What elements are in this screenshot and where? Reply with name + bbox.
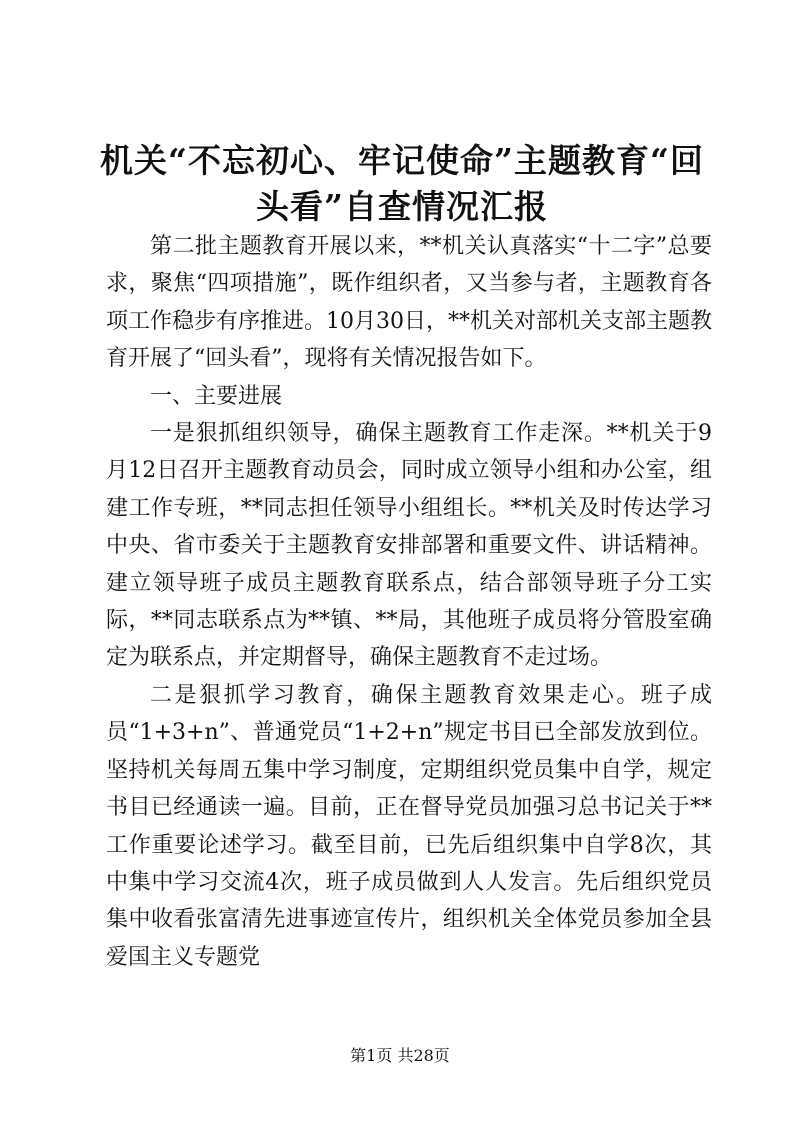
page-footer: 第1页 共28页 [350,1046,450,1065]
paragraph-organization: 一是狠抓组织领导，确保主题教育工作走深。**机关于9月12日召开主题教育动员会，同时成立领导小组和办公室，组建工作专班，**同志担任领导小组组长。**机关及时传达学习中央、省市委关于主题教育安排部署和重要文件、讲话精神。建立领导班子成员主题教育联系点，结合部领导班子分工实际，**同志联系点为**镇、**局，其他班子成员将分管股室确定为联系点，并定期督导，确保主题教育不走过场。 [106,421,712,671]
document-body [106,228,712,976]
paragraph-intro: 第二批主题教育开展以来，**机关认真落实“十二字”总要求，聚焦“四项措施”，既作组织者，又当参与者，主题教育各项工作稳步有序推进。10月30日，**机关对部机关支部主题教育开展了“回头看”，现将有关情况报告如下。 [106,234,712,372]
document-title: 机关“不忘初心、牢记使命”主题教育“回头看”自查情况汇报 [100,141,704,226]
section-heading: 一、主要进展 [150,383,283,409]
paragraph-study: 二是狠抓学习教育，确保主题教育效果走心。班子成员“1+3+n”、普通党员“1+2+n”规定书目已全部发放到位。坚持机关每周五集中学习制度，定期组织党员集中自学，规定书目已经通读一遍。目前，正在督导党员加强习总书记关于**工作重要论述学习。截至目前，已先后组织集中自学8次，其中集中学习交流4次，班子成员做到人人发言。先后组织党员集中收看张富清先进事迹宣传片，组织机关全体党员参加全县爱国主义专题党 [106,682,712,970]
